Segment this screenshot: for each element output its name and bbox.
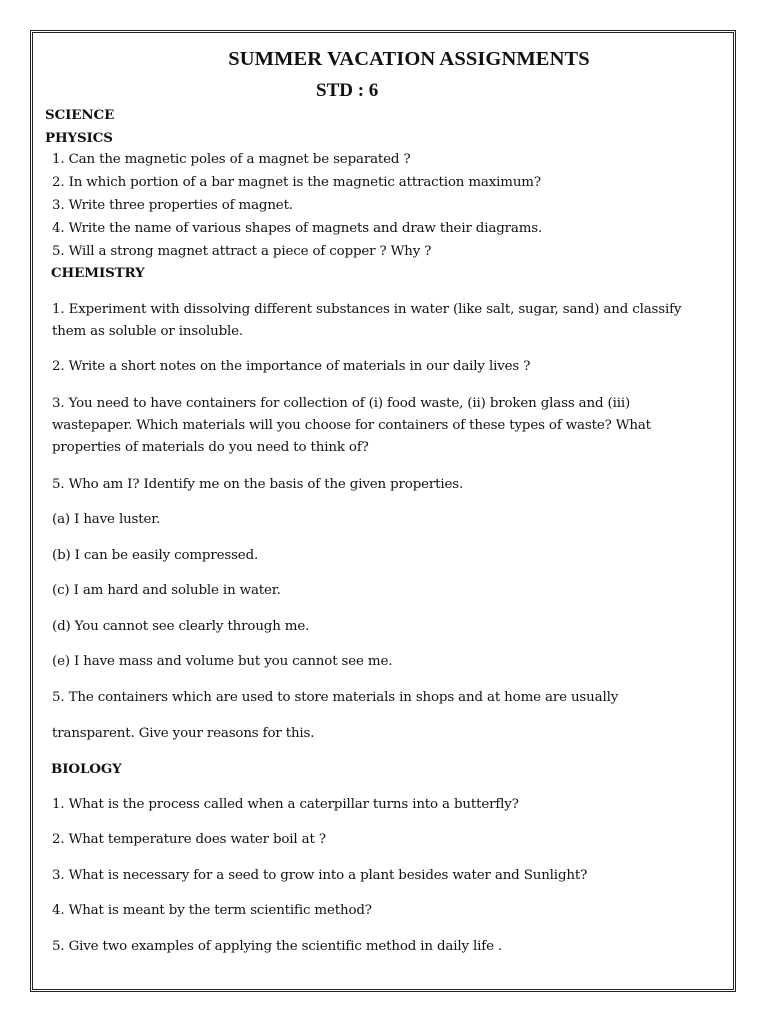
chemistry-question-1-line-1: 1. Experiment with dissolving different substances in water (like salt, sugar, sand) and classify: [52, 302, 682, 317]
biology-heading: BIOLOGY: [51, 761, 122, 777]
chemistry-question-3-line-2: wastepaper. Which materials will you choose for containers of these types of waste? What: [52, 418, 651, 433]
chemistry-question-5: 5. Who am I? Identify me on the basis of the given properties.: [52, 477, 464, 492]
science-heading: SCIENCE: [45, 107, 115, 123]
chemistry-question-3-line-1: 3. You need to have containers for collection of (i) food waste, (ii) broken glass and (iii): [52, 396, 631, 411]
physics-heading: PHYSICS: [45, 130, 113, 146]
chemistry-question-6-line-1: 5. The containers which are used to store materials in shops and at home are usually: [52, 690, 619, 705]
physics-question-2: 2. In which portion of a bar magnet is the magnetic attraction maximum?: [52, 175, 541, 190]
document-title: SUMMER VACATION ASSIGNMENTS: [228, 48, 590, 70]
chemistry-question-6-line-2: transparent. Give your reasons for this.: [52, 726, 315, 741]
physics-question-4: 4. Write the name of various shapes of magnets and draw their diagrams.: [52, 221, 543, 236]
chemistry-question-2: 2. Write a short notes on the importance of materials in our daily lives ?: [52, 359, 531, 374]
chemistry-question-1-line-2: them as soluble or insoluble.: [52, 324, 244, 339]
chemistry-heading: CHEMISTRY: [51, 265, 145, 281]
physics-question-5: 5. Will a strong magnet attract a piece of copper ? Why ?: [52, 244, 432, 259]
chemistry-part-d: (d) You cannot see clearly through me.: [52, 619, 310, 634]
biology-question-1: 1. What is the process called when a caterpillar turns into a butterfly?: [52, 797, 519, 812]
chemistry-part-b: (b) I can be easily compressed.: [52, 548, 259, 563]
biology-question-5: 5. Give two examples of applying the scientific method in daily life .: [52, 939, 503, 954]
chemistry-question-3-line-3: properties of materials do you need to think of?: [52, 440, 369, 455]
chemistry-part-c: (c) I am hard and soluble in water.: [52, 583, 281, 598]
biology-question-4: 4. What is meant by the term scientific method?: [52, 903, 372, 918]
physics-question-3: 3. Write three properties of magnet.: [52, 198, 293, 213]
standard-label: STD : 6: [316, 80, 379, 101]
biology-question-3: 3. What is necessary for a seed to grow into a plant besides water and Sunlight?: [52, 868, 588, 883]
chemistry-part-a: (a) I have luster.: [52, 512, 161, 527]
biology-question-2: 2. What temperature does water boil at ?: [52, 832, 326, 847]
chemistry-part-e: (e) I have mass and volume but you cannot see me.: [52, 654, 393, 669]
physics-question-1: 1. Can the magnetic poles of a magnet be separated ?: [52, 152, 411, 167]
